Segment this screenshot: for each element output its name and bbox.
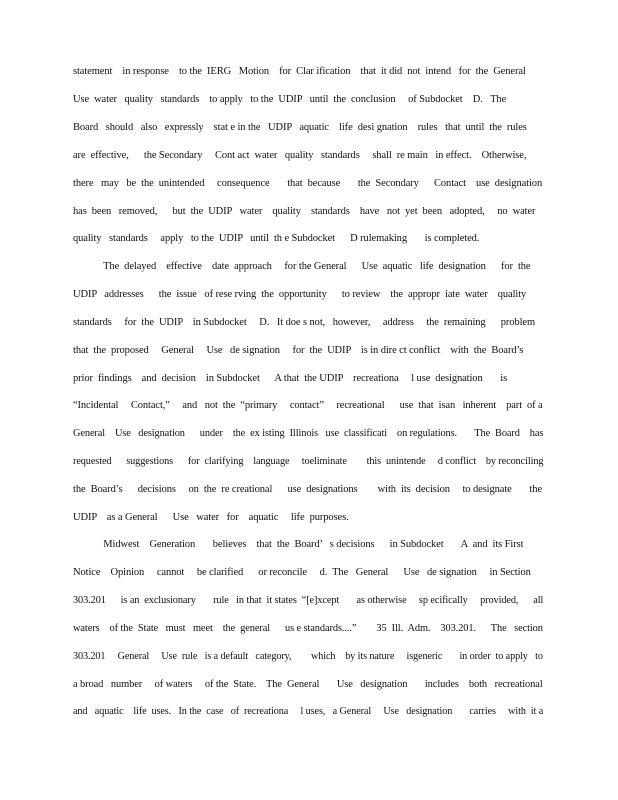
text-line: requested suggestions for clarifying language toeliminate this unintende d conflict by reconciling (73, 456, 544, 467)
text-line: statement in response to the IERG Motion for Clar ification that it did not intend for the General (73, 66, 526, 77)
text-line: UDIP addresses the issue of rese rving the opportunity to review the appropr iate water quality (73, 289, 527, 300)
text-line: a broad number of waters of the State. The General Use designation includes both recreational (73, 679, 543, 690)
text-line: and aquatic life uses. In the case of recreationa l uses, a General Use designation carries with it a (73, 706, 544, 717)
text-line: waters of the State must meet the general us e standards....” 35 Ill. Adm. 303.201. The section (73, 623, 543, 634)
text-line: has been removed, but the UDIP water quality standards have not yet been adopted, no water (73, 206, 536, 217)
text-line: prior findings and decision in Subdocket A that the UDIP recreationa l use designation is (73, 373, 508, 384)
text-line: the Board’s decisions on the re creational use designations with its decision to designate the (73, 484, 542, 495)
text-line: Use water quality standards to apply to the UDIP until the conclusion of Subdocket D. The (73, 94, 507, 105)
text-line: General Use designation under the ex isting Illinois use classificati on regulations. The Board has (73, 428, 544, 439)
text-line: are effective, the Secondary Cont act water quality standards shall re main in effect. Otherwise, (73, 150, 527, 161)
text-line: Midwest Generation believes that the Board’ s decisions in Subdocket A and its First (73, 539, 524, 550)
text-line: UDIP as a General Use water for aquatic life purposes. (73, 512, 349, 523)
text-line: standards for the UDIP in Subdocket D. It doe s not, however, address the remaining problem (73, 317, 536, 328)
text-line: Notice Opinion cannot be clarified or reconcile d. The General Use de signation in Section (73, 567, 531, 578)
text-line: “Incidental Contact,” and not the “primary contact” recreational use that isan inherent part of a (73, 400, 543, 411)
text-line: that the proposed General Use de signation for the UDIP is in dire ct conflict with the Board’s (73, 345, 524, 356)
text-line: there may be the unintended consequence that because the Secondary Contact use designation (73, 178, 543, 189)
text-line: 303.201 General Use rule is a default category, which by its nature isgeneric in order to apply to (73, 651, 543, 662)
text-line: 303.201 is an exclusionary rule in that it states “[e]xcept as otherwise sp ecifically provided, all (73, 595, 544, 606)
text-line: Board should also expressly stat e in the UDIP aquatic life desi gnation rules that until the rules (73, 122, 527, 133)
text-line: quality standards apply to the UDIP until th e Subdocket D rulemaking is completed. (73, 233, 480, 244)
text-line: The delayed effective date approach for the General Use aquatic life designation for the (73, 261, 531, 272)
